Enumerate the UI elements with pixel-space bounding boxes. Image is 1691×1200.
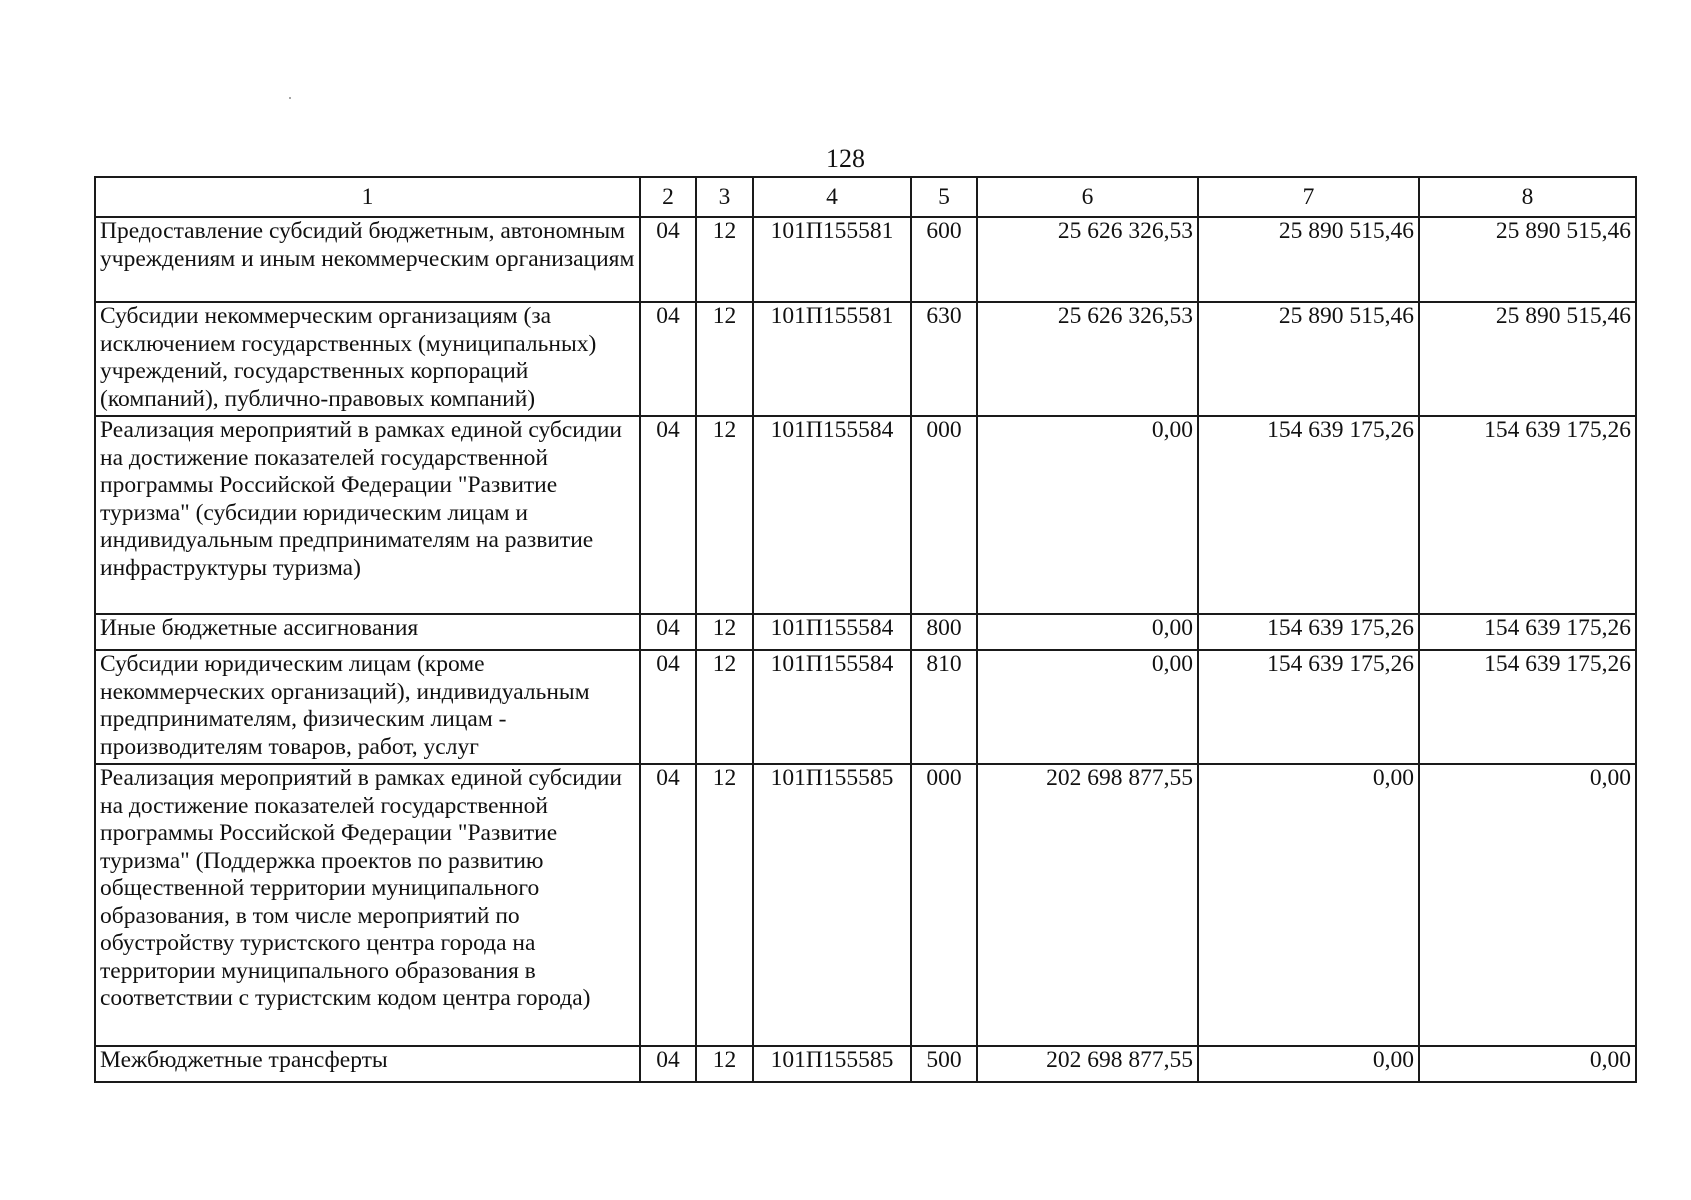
row-name: Иные бюджетные ассигнования	[95, 614, 640, 650]
header-row	[95, 177, 1636, 217]
expense-type-code: 500	[911, 1046, 977, 1082]
section-code: 04	[640, 217, 696, 302]
amount-col-8: 0,00	[1419, 764, 1636, 1046]
row-name: Субсидии юридическим лицам (кроме некоммерческих организаций), индивидуальным предпринимателям, физическим лицам - производителям товаров, работ, услуг	[95, 650, 640, 764]
scan-speck	[289, 97, 291, 99]
expense-type-code: 630	[911, 302, 977, 416]
amount-col-7: 0,00	[1198, 764, 1419, 1046]
expense-type-code: 000	[911, 416, 977, 614]
page-number: 128	[826, 144, 865, 173]
amount-col-7: 154 639 175,26	[1198, 650, 1419, 764]
amount-col-8: 154 639 175,26	[1419, 416, 1636, 614]
subsection-code: 12	[696, 1046, 753, 1082]
section-code: 04	[640, 764, 696, 1046]
target-article-code: 101П155584	[753, 416, 911, 614]
table-row	[95, 650, 1636, 764]
column-header-4: 4	[753, 177, 911, 217]
subsection-code: 12	[696, 650, 753, 764]
subsection-code: 12	[696, 764, 753, 1046]
amount-col-7: 25 890 515,46	[1198, 302, 1419, 416]
column-header-5: 5	[911, 177, 977, 217]
target-article-code: 101П155585	[753, 764, 911, 1046]
expense-type-code: 600	[911, 217, 977, 302]
section-code: 04	[640, 302, 696, 416]
amount-col-6: 0,00	[977, 416, 1198, 614]
expense-type-code: 810	[911, 650, 977, 764]
column-header-3: 3	[696, 177, 753, 217]
table-row	[95, 302, 1636, 416]
section-code: 04	[640, 614, 696, 650]
column-header-8: 8	[1419, 177, 1636, 217]
target-article-code: 101П155581	[753, 217, 911, 302]
row-name: Межбюджетные трансферты	[95, 1046, 640, 1082]
section-code: 04	[640, 1046, 696, 1082]
column-header-1: 1	[95, 177, 640, 217]
subsection-code: 12	[696, 614, 753, 650]
target-article-code: 101П155581	[753, 302, 911, 416]
amount-col-6: 0,00	[977, 614, 1198, 650]
section-code: 04	[640, 650, 696, 764]
amount-col-6: 202 698 877,55	[977, 764, 1198, 1046]
amount-col-7: 154 639 175,26	[1198, 614, 1419, 650]
budget-table	[94, 176, 1637, 1083]
amount-col-7: 154 639 175,26	[1198, 416, 1419, 614]
section-code: 04	[640, 416, 696, 614]
row-name: Предоставление субсидий бюджетным, автономным учреждениям и иным некоммерческим организациям	[95, 217, 640, 302]
table-row	[95, 416, 1636, 614]
amount-col-8: 25 890 515,46	[1419, 217, 1636, 302]
table-row	[95, 764, 1636, 1046]
amount-col-7: 0,00	[1198, 1046, 1419, 1082]
subsection-code: 12	[696, 416, 753, 614]
target-article-code: 101П155585	[753, 1046, 911, 1082]
amount-col-6: 25 626 326,53	[977, 302, 1198, 416]
amount-col-8: 154 639 175,26	[1419, 614, 1636, 650]
row-name: Реализация мероприятий в рамках единой субсидии на достижение показателей государственной программы Российской Федерации "Развитие туризма" (субсидии юридическим лицам и индивидуальным предпринимателям на развитие инфраструктуры туризма)	[95, 416, 640, 614]
amount-col-6: 202 698 877,55	[977, 1046, 1198, 1082]
amount-col-8: 25 890 515,46	[1419, 302, 1636, 416]
expense-type-code: 000	[911, 764, 977, 1046]
target-article-code: 101П155584	[753, 650, 911, 764]
column-header-2: 2	[640, 177, 696, 217]
table-row	[95, 1046, 1636, 1082]
table-row	[95, 614, 1636, 650]
subsection-code: 12	[696, 217, 753, 302]
column-header-6: 6	[977, 177, 1198, 217]
row-name: Субсидии некоммерческим организациям (за исключением государственных (муниципальных) учреждений, государственных корпораций (компаний), публично-правовых компаний)	[95, 302, 640, 416]
target-article-code: 101П155584	[753, 614, 911, 650]
table-row	[95, 217, 1636, 302]
amount-col-7: 25 890 515,46	[1198, 217, 1419, 302]
subsection-code: 12	[696, 302, 753, 416]
row-name: Реализация мероприятий в рамках единой субсидии на достижение показателей государственной программы Российской Федерации "Развитие туризма" (Поддержка проектов по развитию общественной территории муниципального образования, в том числе мероприятий по обустройству туристского центра города на территории муниципального образования в соответствии с туристским кодом центра города)	[95, 764, 640, 1046]
amount-col-8: 154 639 175,26	[1419, 650, 1636, 764]
amount-col-6: 25 626 326,53	[977, 217, 1198, 302]
amount-col-6: 0,00	[977, 650, 1198, 764]
amount-col-8: 0,00	[1419, 1046, 1636, 1082]
column-header-7: 7	[1198, 177, 1419, 217]
expense-type-code: 800	[911, 614, 977, 650]
